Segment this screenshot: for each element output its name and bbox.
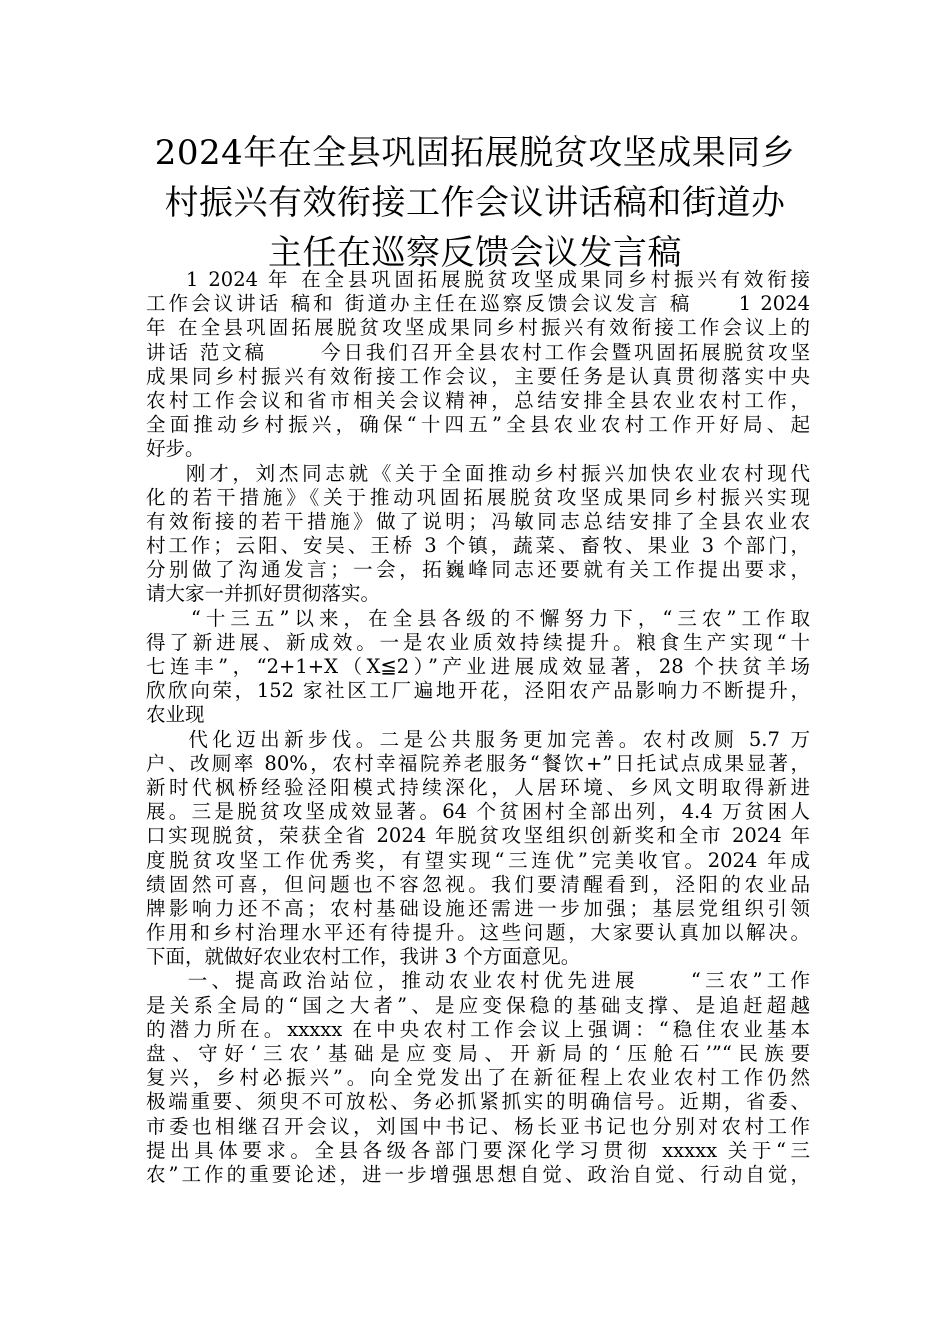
body-text-line: 分别做了沟通发言；一会，拓巍峰同志还要就有关工作提出要求， [146,558,810,582]
body-text-line: 有效衔接的若干措施》做了说明；冯敏同志总结安排了全县农业农 [146,509,810,533]
body-text-line: 七连丰”，“2+1+X（X≦2）”产业进展成效显著，28 个扶贫羊场 [146,655,810,678]
body-text-line: 盘、守好‘三农’基础是应变局、开新局的‘压舱石’”“民族要 [146,1042,810,1065]
body-text-line: 牌影响力还不高；农村基础设施还需进一步加强；基层党组织引领 [146,896,810,920]
body-text-line: 刚才，刘杰同志就《关于全面推动乡村振兴加快农业农村现代 [146,461,810,485]
body-text-line: 的潜力所在。xxxxx 在中央农村工作会议上强调：“稳住农业基本 [146,1017,810,1041]
body-text-line: “十三五”以来，在全县各级的不懈努力下，“三农”工作取 [146,606,810,630]
body-text-line: 下面，就做好农业农村工作，我讲 3 个方面意见。 [146,945,581,969]
body-text-line: 度脱贫攻坚工作优秀奖，有望实现“三连优”完美收官。2024 年成 [146,848,810,872]
body-text-line: 一、提高政治站位，推动农业农村优先进展 “三农”工作 [146,969,810,993]
body-text-line: 化的若干措施》《关于推动巩固拓展脱贫攻坚成果同乡村振兴实现 [146,485,810,509]
body-text-line: 农村工作会议和省市相关会议精神，总结安排全县农业农村工作， [146,388,810,412]
body-text-line: 成果同乡村振兴有效衔接工作会议，主要任务是认真贯彻落实中央 [146,364,810,388]
body-text-line: 绩固然可喜，但问题也不容忽视。我们要清醒看到，泾阳的农业品 [146,872,810,896]
document-title [150,128,800,278]
body-text-line: 村工作；云阳、安吴、王桥 3 个镇，蔬菜、畜牧、果业 3 个部门， [146,534,810,558]
body-text-line: 欣欣向荣，152 家社区工厂遍地开花，泾阳农产品影响力不断提升， [146,679,810,703]
title-line: 2024年在全县巩固拓展脱贫攻坚成果同乡 [154,133,796,173]
body-text-line: 作用和乡村治理水平还有待提升。这些问题，大家要认真加以解决。 [146,921,810,945]
title-line: 村振兴有效衔接工作会议讲话稿和街道办 [164,183,786,223]
body-text-line: 户、改厕率 80%，农村幸福院养老服务“餐饮+”日托试点成果显著， [146,751,810,775]
body-text-line: 极端重要、须臾不可放松、务必抓紧抓实的明确信号。近期，省委、 [146,1090,810,1114]
body-text-line: 请大家一并抓好贯彻落实。 [146,582,381,606]
document-body [146,268,810,1187]
title-line: 主任在巡察反馈会议发言稿 [268,233,682,273]
body-text-line: 全面推动乡村振兴，确保“十四五”全县农业农村工作开好局、起 [146,413,810,437]
body-text-line: 讲话 范文稿 今日我们召开全县农村工作会暨巩固拓展脱贫攻坚 [146,340,810,364]
body-text-line: 新时代枫桥经验泾阳模式持续深化，人居环境、乡风文明取得新进 [146,775,810,799]
body-text-line: 市委也相继召开会议，刘国中书记、杨长亚书记也分别对农村工作 [146,1114,810,1138]
body-text-line: 1 2024 年 在全县巩固拓展脱贫攻坚成果同乡村振兴有效衔接 [146,268,810,291]
body-text-line: 展。三是脱贫攻坚成效显著。64 个贫困村全部出列，4.4 万贫困人 [146,800,810,824]
body-text-line: 好步。 [146,437,205,461]
body-text-line: 代化迈出新步伐。二是公共服务更加完善。农村改厕 5.7 万 [146,727,810,751]
body-text-line: 农”工作的重要论述，进一步增强思想自觉、政治自觉、行动自觉， [146,1162,810,1186]
body-text-line: 工作会议讲话 稿和 街道办主任在巡察反馈会议发言 稿 1 2024 [146,292,810,316]
body-text-line: 农业现 [146,703,205,727]
body-text-line: 提出具体要求。全县各级各部门要深化学习贯彻 xxxxx 关于“三 [146,1138,810,1162]
body-text-line: 复兴，乡村必振兴”。向全党发出了在新征程上农业农村工作仍然 [146,1066,810,1090]
body-text-line: 口实现脱贫，荣获全省 2024 年脱贫攻坚组织创新奖和全市 2024 年 [146,824,810,848]
body-text-line: 得了新进展、新成效。一是农业质效持续提升。粮食生产实现“十 [146,630,810,654]
body-text-line: 年 在全县巩固拓展脱贫攻坚成果同乡村振兴有效衔接工作会议上的 [146,316,810,340]
body-text-line: 是关系全局的“国之大者”、是应变保稳的基础支撑、是追赶超越 [146,993,810,1017]
